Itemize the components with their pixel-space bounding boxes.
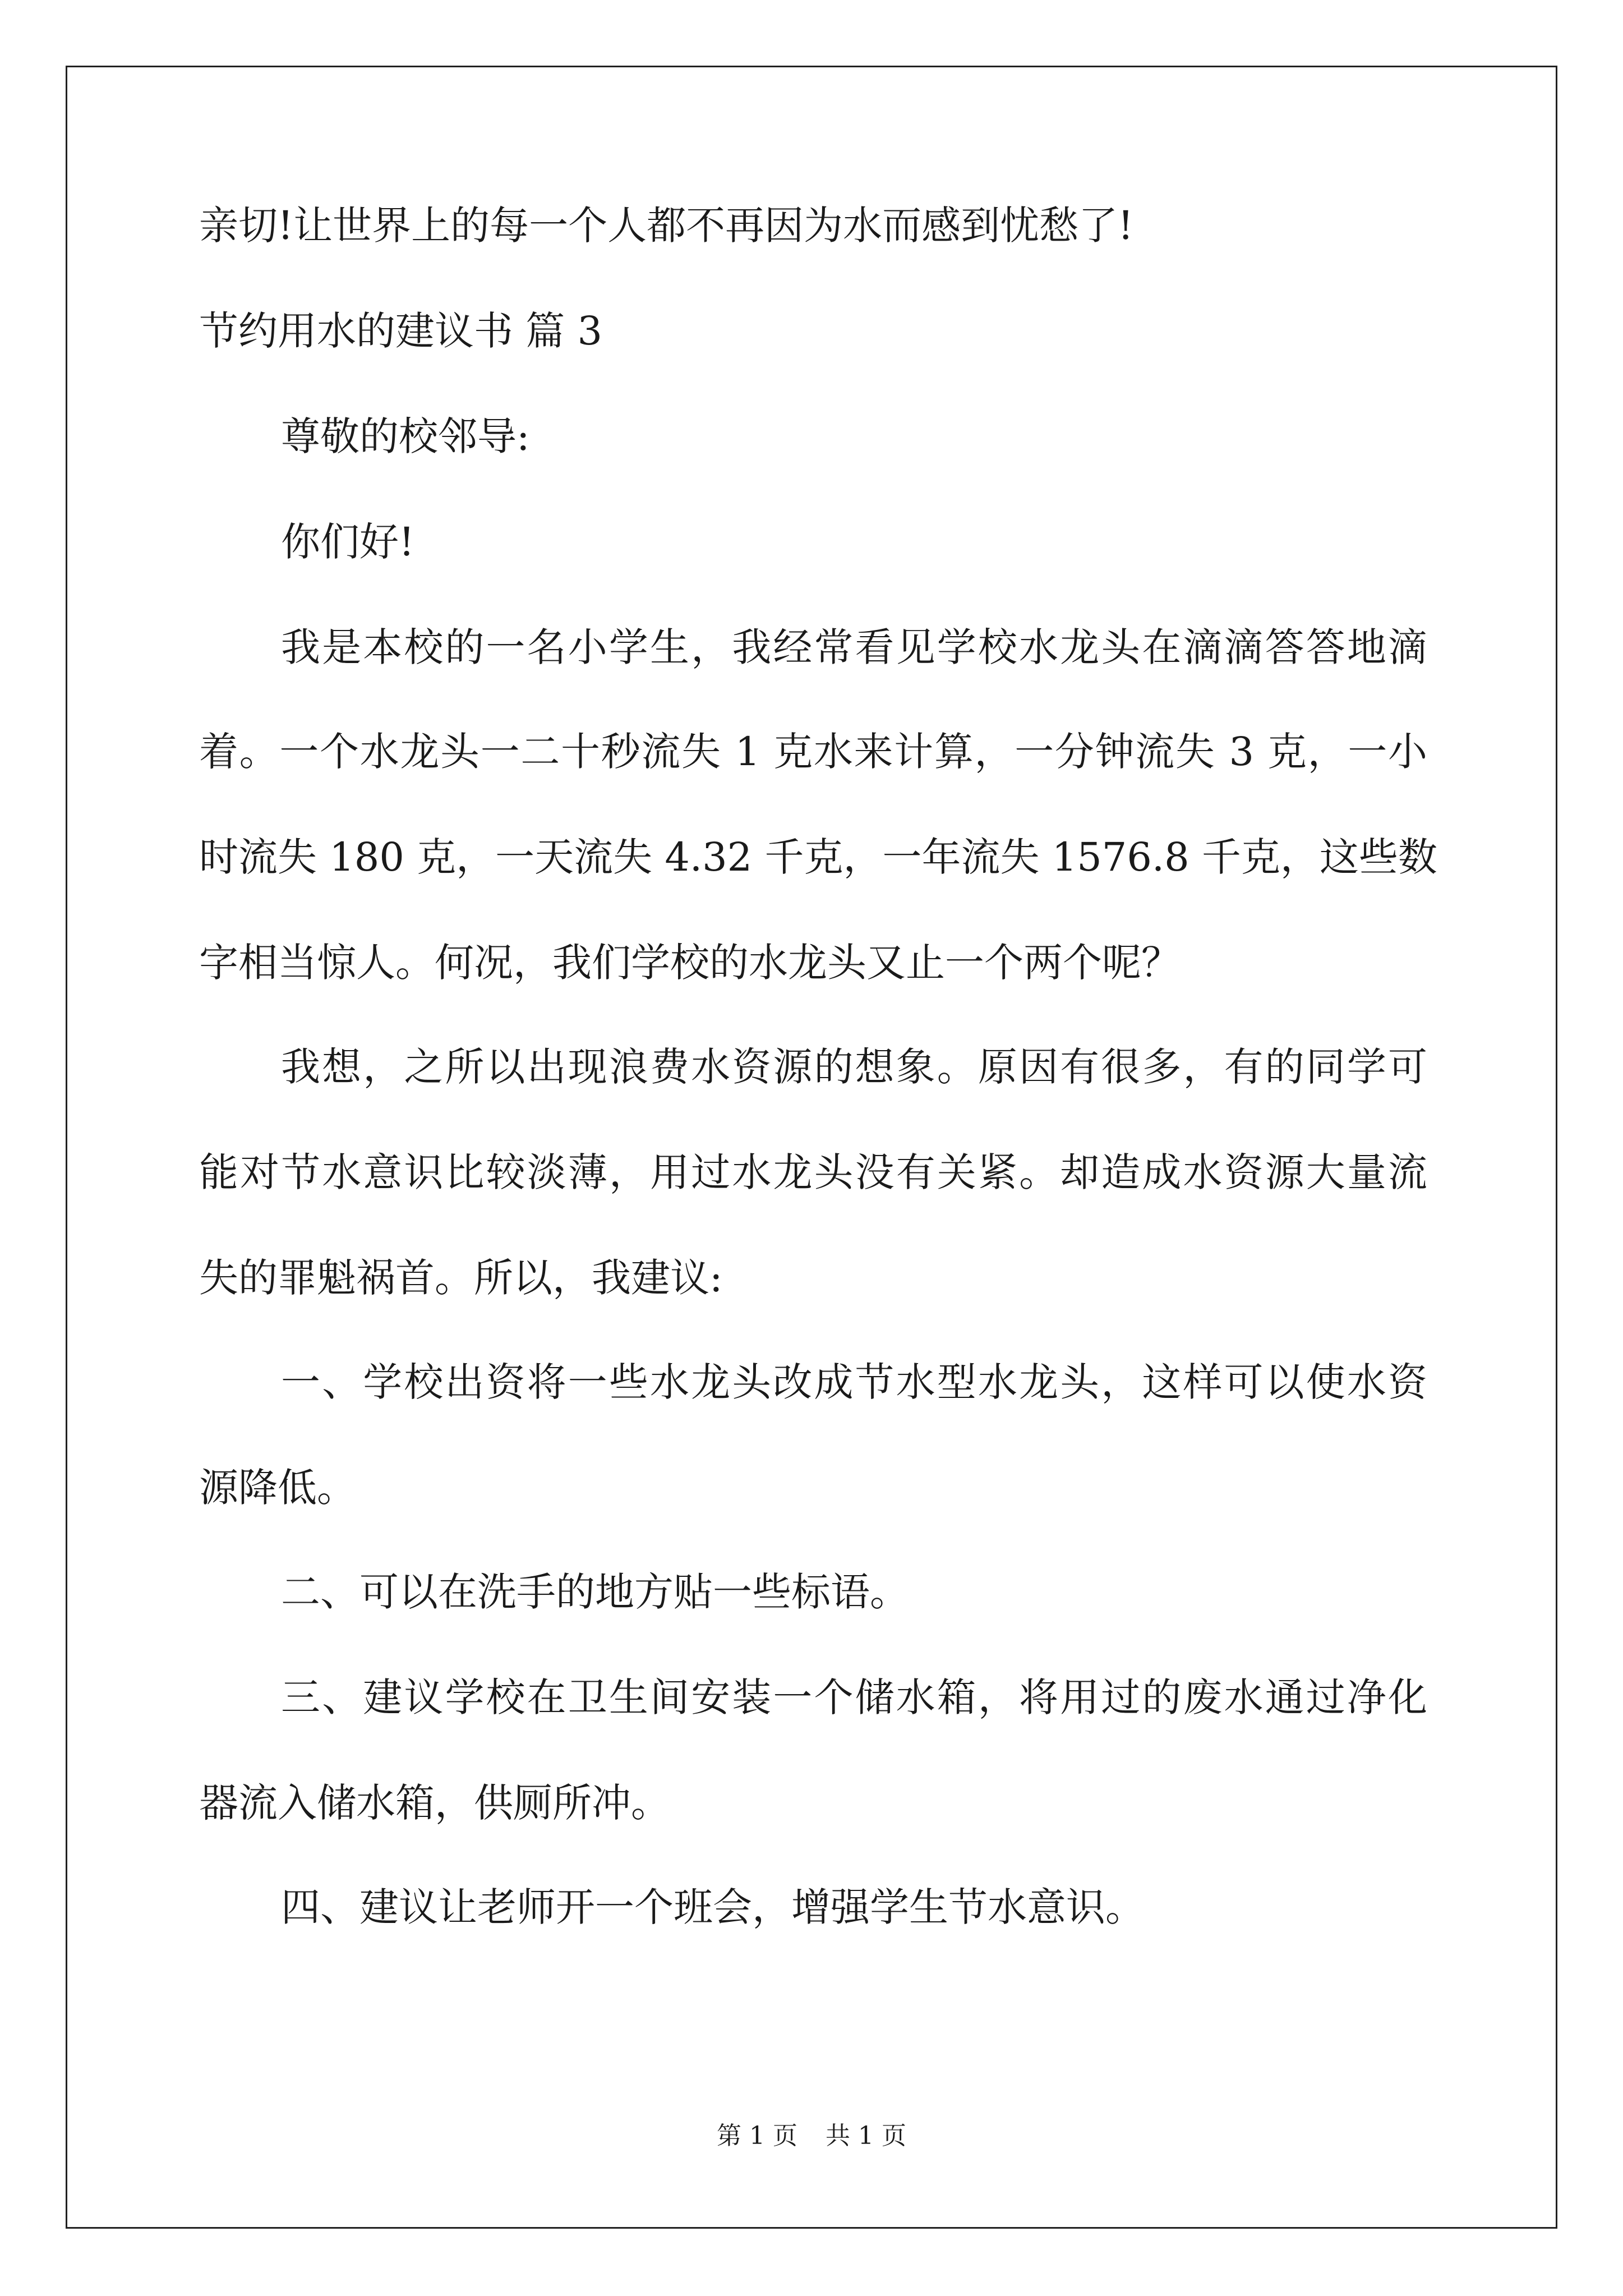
text-line: 亲切!让世界上的每一个人都不再因为水而感到忧愁了! [199,203,1134,249]
page-number: 第 1 页 [717,2122,797,2150]
text-line: 时流失 180 克，一天流失 4.32 千克，一年流失 1576.8 千克，这些数 [199,834,1437,880]
list-item: 四、建议让老师开一个班会，增强学生节水意识。 [281,1884,1145,1930]
list-item-continuation: 器流入储水箱，供厕所冲。 [199,1780,670,1826]
list-item: 二、可以在洗手的地方贴一些标语。 [281,1569,909,1615]
text-line: 能对节水意识比较淡薄，用过水龙头没有关紧。却造成水资源大量流 [199,1149,1427,1195]
greeting: 你们好! [281,519,415,565]
section-heading: 节约用水的建议书 篇 3 [199,308,603,354]
page-footer [0,2122,1623,2150]
list-item: 一、学校出资将一些水龙头改成节水型水龙头，这样可以使水资 [281,1359,1427,1405]
text-line: 失的罪魁祸首。所以，我建议: [199,1255,723,1301]
text-line: 着。一个水龙头一二十秒流失 1 克水来计算，一分钟流失 3 克，一小 [199,729,1427,775]
page-total: 共 1 页 [826,2122,906,2150]
list-item-continuation: 源降低。 [199,1465,356,1511]
text-line: 字相当惊人。何况，我们学校的水龙头又止一个两个呢？ [199,940,1181,986]
text-line: 我想，之所以出现浪费水资源的想象。原因有很多，有的同学可 [281,1044,1427,1090]
list-item: 三、建议学校在卫生间安装一个储水箱，将用过的废水通过净化 [281,1674,1427,1720]
text-line: 我是本校的一名小学生，我经常看见学校水龙头在滴滴答答地滴 [281,624,1427,670]
salutation: 尊敬的校邻导: [281,413,530,459]
